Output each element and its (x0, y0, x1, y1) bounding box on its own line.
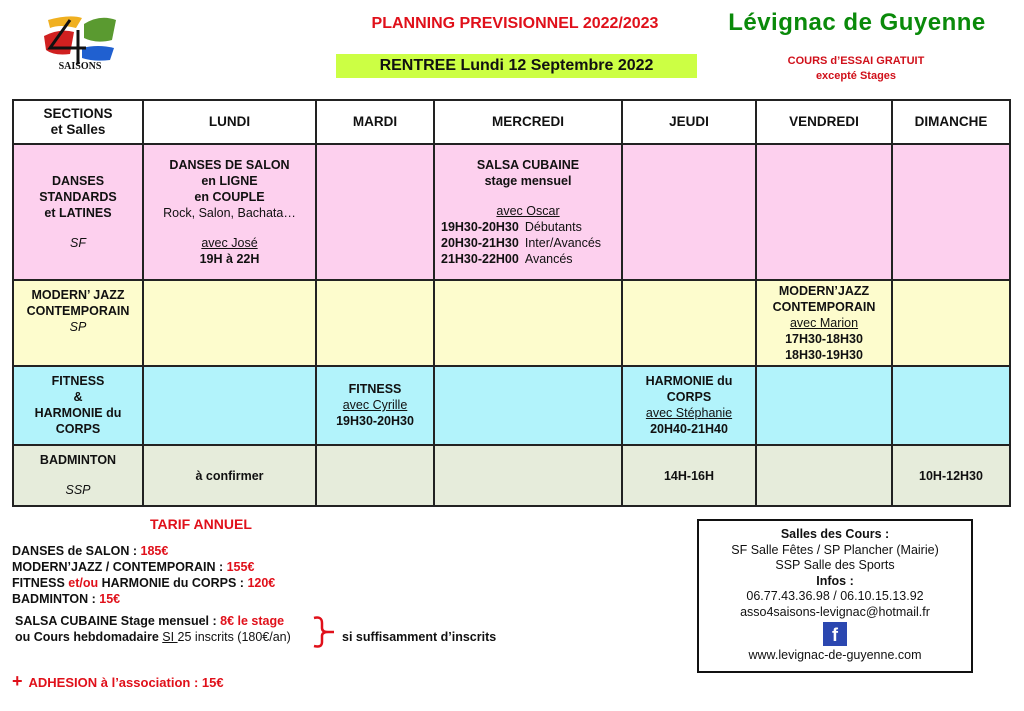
cell-line (437, 219, 619, 235)
cell-line: 19H à 22H (199, 252, 260, 266)
tarif-title: TARIF ANNUEL (150, 516, 252, 532)
logo-text: SAISONS (58, 61, 102, 72)
tarif-line: BADMINTON : 15€ (12, 592, 121, 606)
infos-title: Infos : (816, 573, 854, 588)
schedule-cell (316, 445, 434, 506)
cell-line: CORPS (55, 422, 101, 436)
tarif-line: MODERN’JAZZ / CONTEMPORAIN : 155€ (12, 560, 255, 574)
spacer (437, 189, 619, 203)
section-cell (13, 280, 143, 366)
schedule-cell (756, 144, 892, 280)
cell-line: en COUPLE (194, 190, 265, 204)
salles-line: SSP Salle des Sports (775, 558, 895, 572)
cell-line: DANSES (51, 174, 105, 188)
schedule-cell (756, 445, 892, 506)
cell-line: Rock, Salon, Bachata… (163, 206, 296, 220)
facebook-icon[interactable]: f (823, 622, 847, 646)
teacher-name: avec Cyrille (342, 398, 408, 412)
header-day: VENDREDI (756, 100, 892, 144)
level-label: Avancés (524, 252, 573, 266)
town-name: Lévignac de Guyenne (728, 9, 986, 36)
cell-line: DANSES DE SALON (169, 158, 290, 172)
cell-line: en LIGNE (201, 174, 258, 188)
tarif-section (12, 515, 512, 691)
cell-line: CONTEMPORAIN (772, 300, 876, 314)
room-code: SP (69, 320, 87, 334)
schedule-cell (143, 445, 316, 506)
cell-line: 14H-16H (663, 468, 715, 483)
cell-line: MODERN’ JAZZ (31, 288, 125, 302)
email-link[interactable]: asso4saisons-levignac@hotmail.fr (740, 604, 930, 619)
schedule-table (12, 99, 1011, 507)
cell-line: FITNESS (348, 382, 402, 396)
cell-line (437, 235, 619, 251)
schedule-cell (434, 366, 622, 445)
plus-icon: + (12, 671, 23, 691)
header-day: JEUDI (622, 100, 756, 144)
trial-note (740, 54, 972, 84)
section-cell (13, 445, 143, 506)
cell-line: stage mensuel (484, 174, 572, 188)
teacher-name: avec Stéphanie (645, 406, 733, 420)
cell-line: MODERN’JAZZ (778, 284, 870, 298)
phones: 06.77.43.36.98 / 06.10.15.13.92 (746, 589, 924, 603)
cell-line: à confirmer (195, 468, 264, 483)
teacher-name: avec Marion (789, 316, 859, 330)
schedule-cell (143, 280, 316, 366)
cell-line: STANDARDS (39, 190, 117, 204)
cell-line: 17H30-18H30 (785, 332, 863, 346)
cell-line: & (73, 390, 83, 404)
cell-line: HARMONIE du (645, 374, 733, 388)
schedule-cell (434, 445, 622, 506)
spacer (146, 221, 313, 235)
table-row (13, 280, 1010, 366)
schedule-cell (892, 144, 1010, 280)
cell-line: et LATINES (44, 206, 112, 220)
cell-line: HARMONIE du (34, 406, 122, 420)
website-link[interactable]: www.levignac-de-guyenne.com (748, 648, 922, 662)
cours-line: ou Cours hebdomadaire SI 25 inscrits (180€/an) (15, 630, 291, 644)
schedule-cell (892, 280, 1010, 366)
cell-line: 20H40-21H40 (650, 422, 728, 436)
tarif-line: FITNESS et/ou HARMONIE du CORPS : 120€ (12, 576, 276, 590)
cell-line: 18H30-19H30 (785, 348, 863, 362)
info-box (697, 519, 973, 673)
level-label: Inter/Avancés (524, 236, 602, 250)
header-day: LUNDI (143, 100, 316, 144)
cell-line: 10H-12H30 (919, 468, 983, 483)
brace-icon (312, 615, 336, 649)
time-slot: 20H30-21H30 (441, 236, 519, 250)
adhesion-line: ADHESION à l’association : 15€ (28, 675, 224, 690)
salles-line: SF Salle Fêtes / SP Plancher (Mairie) (731, 542, 939, 557)
table-row (13, 366, 1010, 445)
schedule-cell (434, 280, 622, 366)
trial-note-line2: excepté Stages (815, 70, 897, 82)
schedule-cell (756, 280, 892, 366)
cell-line: SALSA CUBAINE (476, 158, 580, 172)
page-title: PLANNING PREVISIONNEL 2022/2023 (371, 15, 659, 32)
cell-line: 19H30-20H30 (336, 414, 414, 428)
schedule-cell (892, 445, 1010, 506)
time-slot: 21H30-22H00 (441, 252, 519, 266)
suffisamment-note: si suffisamment d’inscrits (342, 630, 497, 644)
teacher-name: avec Oscar (496, 204, 560, 218)
table-row (13, 445, 1010, 506)
schedule-cell (622, 445, 756, 506)
schedule-cell (756, 366, 892, 445)
schedule-cell (316, 366, 434, 445)
header-sections: SECTIONS et Salles (13, 100, 143, 144)
room-code: SSP (65, 483, 91, 497)
room-code: SF (70, 236, 86, 250)
level-label: Débutants (524, 220, 582, 234)
header-day: MERCREDI (434, 100, 622, 144)
cell-line: FITNESS (51, 374, 105, 388)
schedule-cell (622, 144, 756, 280)
table-row (13, 144, 1010, 280)
tarif-line: DANSES de SALON : 185€ (12, 544, 169, 558)
schedule-cell (892, 366, 1010, 445)
salsa-line: SALSA CUBAINE Stage mensuel : 8€ le stage (15, 614, 285, 628)
cell-line (437, 251, 619, 267)
spacer (16, 468, 140, 482)
trial-note-line1: COURS d’ESSAI GRATUIT (787, 55, 925, 67)
teacher-name: avec José (201, 236, 258, 250)
spacer (16, 221, 140, 235)
schedule-cell (143, 144, 316, 280)
schedule-cell (622, 280, 756, 366)
time-slot: 19H30-20H30 (441, 220, 519, 234)
cell-line: CORPS (666, 390, 712, 404)
schedule-cell (316, 144, 434, 280)
header-day: MARDI (316, 100, 434, 144)
schedule-cell (143, 366, 316, 445)
section-cell (13, 366, 143, 445)
section-cell (13, 144, 143, 280)
schedule-cell (622, 366, 756, 445)
rentree-banner: RENTREE Lundi 12 Septembre 2022 (336, 54, 697, 78)
cell-line: BADMINTON (39, 453, 117, 467)
schedule-cell (316, 280, 434, 366)
salles-title: Salles des Cours : (780, 527, 890, 541)
cell-line: CONTEMPORAIN (26, 304, 130, 318)
header-day: DIMANCHE (892, 100, 1010, 144)
schedule-cell (434, 144, 622, 280)
